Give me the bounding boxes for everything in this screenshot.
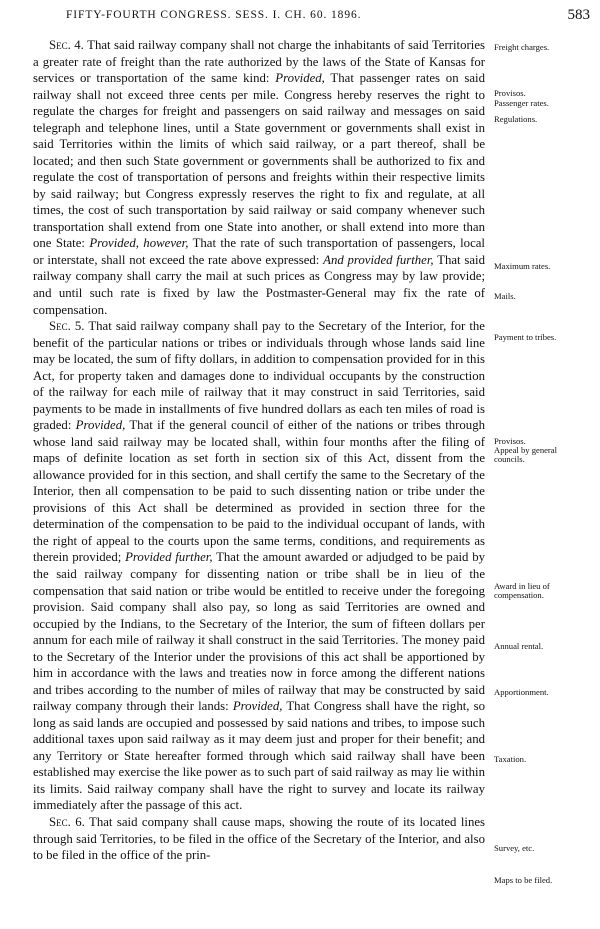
margin-note-survey: Survey, etc. xyxy=(494,843,535,853)
section-label: Sec. 4. xyxy=(49,38,84,52)
section-text: That passenger rates on said railway shall not exceed three cents per mile. Congress hereby reserves the right to regulate the charges for freight and passengers on said railway and messages on said telegraph and telephone lines, until a State government or governments shall exist in said Territories within the limits of which said railway, or a part thereof, shall be located; and then such State government or governments shall be authorized to fix and regulate the cost of transportation of persons and freights within their respective limits by said railway; but Congress expressly reserves the right to fix and regulate, at all times, the cost of such transportation by said railway or said company whenever such transportation shall extend from one State into another, or shall extend into more than one State: xyxy=(33,71,485,251)
margin-note-annual-rental: Annual rental. xyxy=(494,641,544,651)
section-text: That said railway company shall pay to the Secretary of the Interior, for the benefit of the particular nations or tribes or individuals through whose lands said line may be located, the sum of fifty dollars, in addition to compensation provided for in this Act, for property taken and damages done to individual occupants by the construction of the railway for each mile of railway that it may construct in said Territories, said payments to be made in installments of five hundred dollars as each ten miles of road is graded: xyxy=(33,319,485,433)
running-head: FIFTY-FOURTH CONGRESS. SESS. I. CH. 60. 1896. xyxy=(66,9,362,21)
proviso-term: Provided further, xyxy=(125,550,213,565)
margin-note-maximum-rates: Maximum rates. xyxy=(494,261,551,271)
section-4-paragraph xyxy=(33,37,485,318)
section-6-paragraph xyxy=(33,814,485,864)
section-text: That said company shall cause maps, showing the route of its located lines through said Territories, to be filed in the office of the Secretary of the Interior, and also to be filed in the office of the prin- xyxy=(33,814,485,863)
section-label: Sec. 6. xyxy=(49,814,85,829)
margin-note-award-line-1: Award in lieu of xyxy=(494,581,550,591)
section-text: That the amount awarded or adjudged to be paid by the said railway company for dissenting nation or tribe shall be in lieu of the compensation that said nation or tribe would be entitled to receive under the foregoing provision. Said company shall also pay, so long as said Territories are owned and occupied by the Indians, to the Secretary of the Interior, the sum of fifteen dollars per annum for each mile of railway it shall construct in the said Territories. The money paid to the Secretary of the Interior under the provisions of this act shall be apportioned by him in accordance with the laws and treaties now in force among the different nations and tribes according to the number of miles of railway that may be constructed by said railway company through their lands: xyxy=(33,550,485,714)
margin-note-award-line-2: compensation. xyxy=(494,590,544,600)
section-label: Sec. 5. xyxy=(49,319,85,334)
margin-note-freight-charges: Freight charges. xyxy=(494,42,550,52)
proviso-term: And provided further, xyxy=(323,252,434,267)
margin-note-payment-to-tribes: Payment to tribes. xyxy=(494,332,557,342)
margin-note-maps-to-be-filed: Maps to be filed. xyxy=(494,875,553,885)
page-number: 583 xyxy=(567,7,590,23)
statute-text xyxy=(33,37,485,864)
section-text: That said railway company shall not charge the inhabitants of said Territories a greater rate of freight than the rate authorized by the laws of the State of Kansas for services or transportation of the same kind: xyxy=(33,38,485,86)
section-text: That Congress shall have the right, so long as said lands are occupied and possessed by said nations and tribes, to impose such additional taxes upon said railway as it may deem just and proper for their benefit; and any Territory or State hereafter formed through which said railway shall have been established may exercise the like power as to such part of said railway as may lie within its limits. Said railway company shall have the right to survey and locate its railway immediately after the passage of this act. xyxy=(33,699,485,813)
margin-note-appeal-line-1: Appeal by general xyxy=(494,445,557,455)
margin-note-provisos-2: Provisos. xyxy=(494,436,526,446)
section-text: That if the general council of either of the nations or tribes through whose land said railway may be located shall, within four months after the filing of maps of definite location as set forth in section six of this Act, dissent from the allowance provided for in this section, and shall certify the same to the Secretary of the Interior, then all compensation to be paid to such dissenting nation or tribe under the provisions of this Act shall be determined as provided in section three for the determination of the compensation to be paid to the individual occupant of lands, with the right of appeal to the courts upon the same terms, conditions, and requirements as therein provided; xyxy=(33,418,486,565)
margin-note-mails: Mails. xyxy=(494,291,516,301)
margin-note-appeal-line-2: councils. xyxy=(494,454,525,464)
section-text: That said railway company shall carry the mail at such prices as Congress may by law provide; and until such rate is fixed by law the Postmaster-General may fix the rate of compensation. xyxy=(33,252,486,317)
section-5-paragraph xyxy=(33,318,485,814)
margin-note-regulations: Regulations. xyxy=(494,114,538,124)
proviso-term: Provided, xyxy=(275,71,325,86)
margin-note-passenger-rates: Passenger rates. xyxy=(494,98,549,108)
margin-note-apportionment: Apportionment. xyxy=(494,687,549,697)
section-text: That the rate of such transportation of passengers, local or interstate, shall not exceed the rate above expressed: xyxy=(33,236,485,267)
margin-note-provisos: Provisos. xyxy=(494,88,526,98)
proviso-term: Provided, however, xyxy=(89,236,189,251)
page-header xyxy=(0,0,600,30)
proviso-term: Provided, xyxy=(75,418,126,433)
proviso-term: Provided, xyxy=(232,699,283,714)
margin-note-taxation: Taxation. xyxy=(494,754,527,764)
